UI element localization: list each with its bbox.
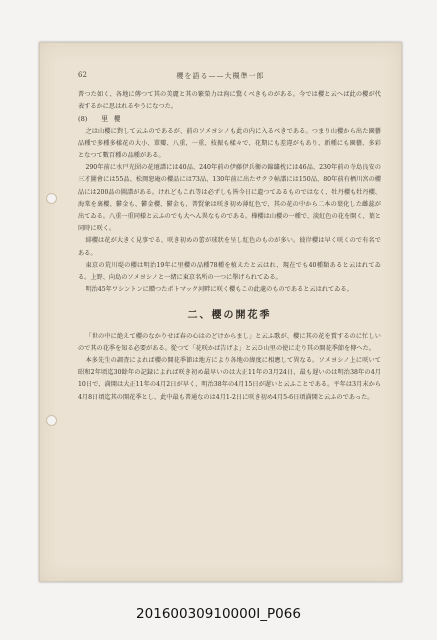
paragraph: 普つた如く、各地に傳つて其の美麗と其の繁榮力は洵に驚くべきものがある。今では櫻と云へば此の櫻が代表するかに思はれるやうになつた。 [78, 91, 381, 111]
subsection-number: (8) [78, 115, 88, 124]
running-head: 櫻を語る——大槻準一郎 [176, 72, 265, 80]
paragraph: 東京の荒川堤の櫻は明治19年に里櫻の品種78種を植えたと云はれ、現在でも40種類あると云はれてゐる。上野、向島のソメヨシノと一緒に東京名所の一つに擧げられてゐる。 [78, 261, 381, 282]
subsection-title: 里櫻 [101, 115, 127, 124]
paragraph: 之は山櫻に對して云ふのであるが、前のソメヨシノも此の内に入るべきである。つまり山櫻から出た園藝品種で多種多樣花の大小、單瓣、八重、一重、枝振も樣々で、花期にも差違がもあり、新種にも園藝、多彩となつて數百種の品種がある。 [78, 127, 381, 160]
subsection-heading [78, 113, 381, 125]
page-number: 62 [78, 71, 87, 79]
paragraph: 本多先生の調査によれば櫻の開花季節は地方により各地の緯度に相應して異なる。ソメヨシノ上に咲いて昭和2年頃迄30餘年の記録によれば咲き初め最早いのは大正11年の3月24日、最も遅いのは明治38年の4月10日で、満開は大正11年の4月2日が早く、明治38年の4月15日が遅いと云ふことである。平年は3月末から4月8日頃迄其の開花季とし、此中最も普通なのは4月1-2日に咲き初め4月5-6日頃満開と云ふのであった。 [78, 357, 381, 401]
binding-hole [46, 193, 57, 204]
page-body [78, 89, 381, 404]
section-title: 二、櫻の開花季 [187, 310, 272, 322]
paragraph: 「世の中に絶えて櫻のなかりせば春の心はのどけからまし」と云ふ歌が、櫻に其の花を賞するのに忙しいので其の花季を知る必要がある。從つて「花咲かば告げよ」と云ひ山里の使に走り其の開花季節を傳へた。 [78, 332, 381, 352]
binding-hole [46, 415, 57, 426]
image-id-caption: 20160030910000I_P066 [136, 606, 301, 622]
book-page [39, 42, 402, 582]
page-header [40, 71, 401, 83]
paragraph: 緋櫻は花が大きく見事でる、咲き初めの蕾が球狀を呈し紅色のものが多い。彼岸櫻は早く咲くので有名である。 [78, 237, 381, 257]
paragraph: 明治45年ワシントンに贈つたポトマック河畔に咲く櫻もこの此處のものであると云はれてゐる。 [85, 286, 353, 294]
paragraph: 290年前に水戸光圀の花壇譜には40品、240年前の伊藤伊兵衛の錦繍枕には46品、230年前の寺島良安の三才圖會には55品、松岡恕庵の櫻品には73品、130年前に出たサクラ帖譜には150品、80年前有栖川宮の櫻品には200品の圖譜がある。けれどもこれ等は必ずしも皆今日に遺つてゐるものではなく、牡丹櫻も牡丹櫻、海棠を裏櫻、鬱金も、鬱金櫻、鬱金も、普賢象は咲き初め薄紅色で、其の花の中から二本の葉化した雌蕊が出てゐる。八重一重同様と云ふのでも大へん異なものである。樺櫻は山櫻の一種で、淡紅色の花を開く、葉と同時に咲く。 [78, 164, 381, 233]
